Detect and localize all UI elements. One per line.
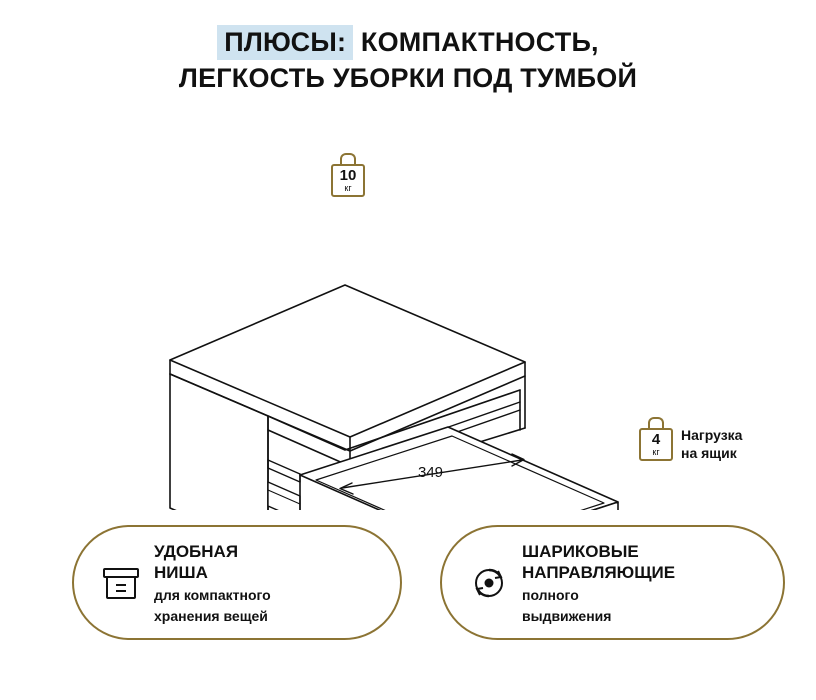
feature-runners-sub-1: полного (522, 586, 579, 603)
title-highlight: ПЛЮСЫ: (217, 25, 353, 60)
feature-runners-title-2: НАПРАВЛЯЮЩИЕ (522, 562, 676, 582)
top-load-value: 10 (339, 167, 357, 184)
feature-niche-sub-2: хранения вещей (154, 607, 268, 624)
tag-hook-icon (340, 153, 356, 164)
ball-bearing-icon (460, 562, 518, 604)
drawer-load-value: 4 (651, 431, 661, 448)
feature-niche-title-2: НИША (154, 562, 208, 582)
feature-card-runners-text (518, 541, 675, 625)
page-title (0, 24, 816, 96)
feature-cards (0, 525, 816, 655)
drawer-load-unit: кг (652, 447, 660, 457)
feature-niche-sub-1: для компактного (154, 586, 271, 603)
top-load-tag (331, 164, 365, 197)
drawer-load-tag (639, 428, 673, 461)
tag-hook-icon (648, 417, 664, 428)
drawer-load-label-line1: Нагрузка (681, 427, 743, 443)
title-line-1 (0, 24, 816, 60)
title-line-1-rest: КОМПАКТНОСТЬ, (360, 27, 599, 57)
feature-card-niche (72, 525, 402, 640)
tag-box (331, 164, 365, 197)
box-icon (92, 563, 150, 603)
dimension-width-label: 349 (418, 464, 444, 481)
tag-box (639, 428, 673, 461)
feature-runners-title-1: ШАРИКОВЫЕ (522, 541, 639, 561)
feature-runners-sub-2: выдвижения (522, 607, 612, 624)
top-load-unit: кг (344, 183, 352, 193)
feature-card-niche-text (150, 541, 271, 625)
feature-card-runners (440, 525, 785, 640)
product-illustration (0, 130, 816, 510)
title-line-2: ЛЕГКОСТЬ УБОРКИ ПОД ТУМБОЙ (178, 63, 638, 93)
drawer-load-label-line2: на ящик (681, 445, 737, 461)
feature-niche-title-1: УДОБНАЯ (154, 541, 239, 561)
